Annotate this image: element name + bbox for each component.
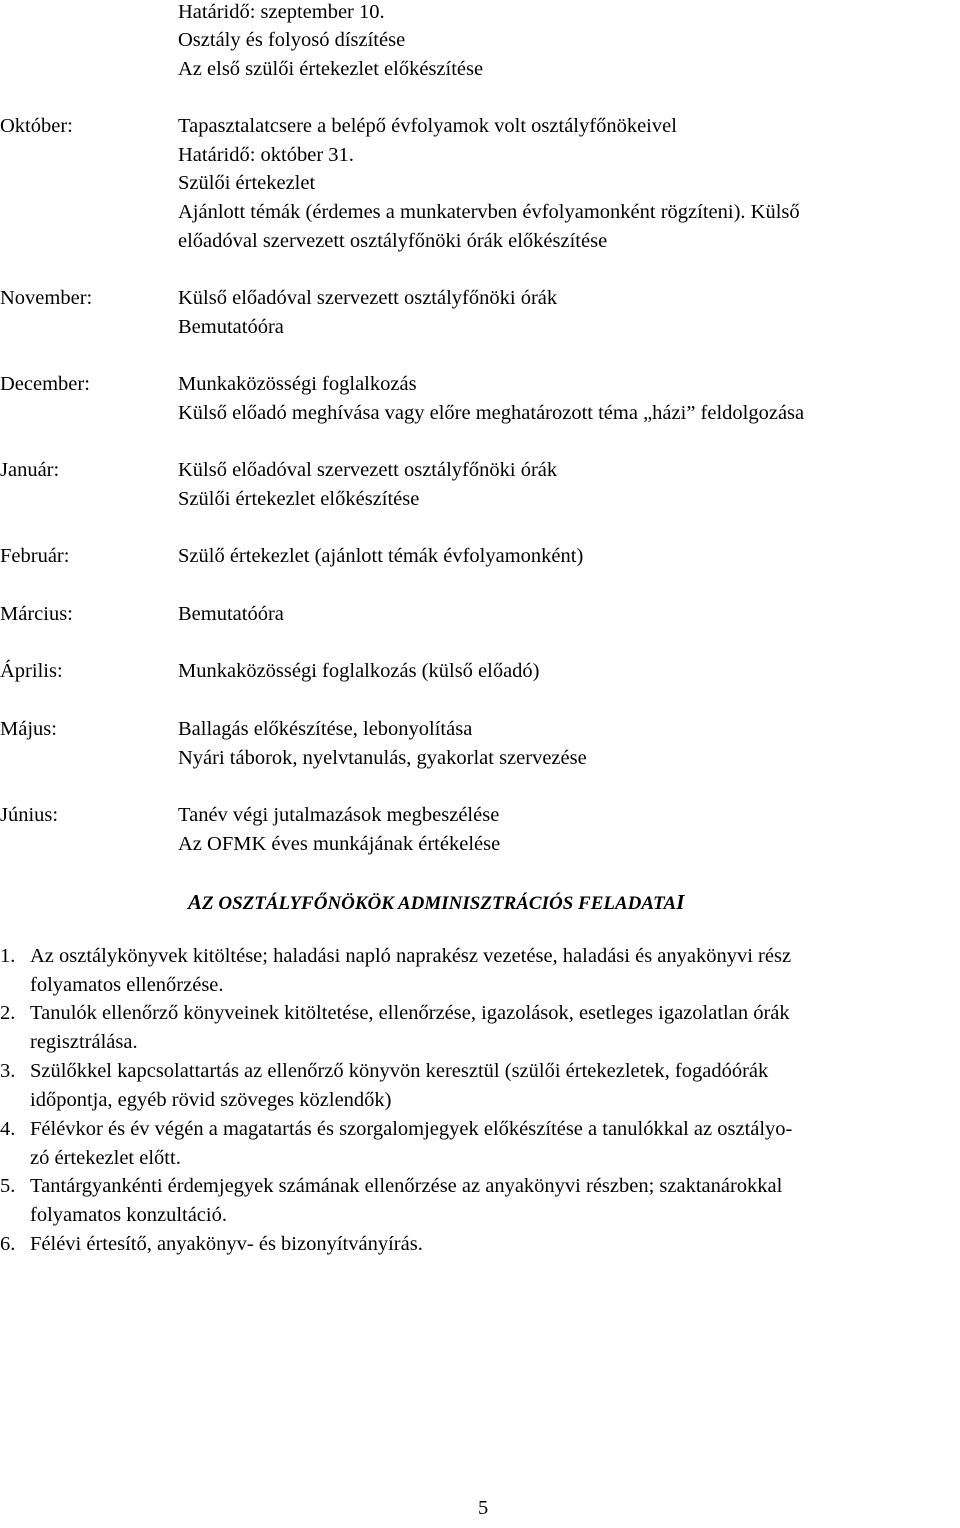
list-item-number: 3. (0, 1060, 16, 1082)
list-item-continuation: időpontja, egyéb rövid szöveges közlendők) (30, 1089, 392, 1111)
list-item: Szülőkkel kapcsolattartás az ellenőrző könyvön keresztül (szülői értekezletek, fogadóórák (30, 1060, 769, 1082)
list-item: Az osztálykönyvek kitöltése; haladási napló naprakész vezetése, haladási és anyakönyvi rész (30, 945, 792, 967)
month-label-februar: Február: (0, 545, 70, 567)
schedule-item: Bemutatóóra (178, 603, 284, 625)
list-item-continuation: folyamatos konzultáció. (30, 1204, 227, 1226)
month-label-november: November: (0, 287, 93, 309)
list-item: Félévkor és év végén a magatartás és szorgalomjegyek előkészítése a tanulókkal az osztályo- (30, 1118, 793, 1140)
schedule-item: Határidő: október 31. (178, 144, 354, 166)
list-item-number: 4. (0, 1118, 16, 1140)
list-item-continuation: regisztrálása. (30, 1031, 138, 1053)
month-label-junius: Június: (0, 804, 59, 826)
heading-final: I (676, 890, 685, 914)
schedule-item: Szülő értekezlet (ajánlott témák évfolyamonként) (178, 545, 584, 567)
schedule-item: Külső előadóval szervezett osztályfőnöki órák (178, 287, 558, 309)
list-item-number: 6. (0, 1233, 16, 1255)
page-number: 5 (478, 1497, 489, 1519)
list-item-continuation: zó értekezlet előtt. (30, 1147, 181, 1169)
month-label-december: December: (0, 373, 90, 395)
schedule-item: Szülői értekezlet előkészítése (178, 488, 420, 510)
list-item-continuation: folyamatos ellenőrzése. (30, 974, 224, 996)
month-label-aprilis: Április: (0, 660, 63, 682)
schedule-item: Osztály és folyosó díszítése (178, 29, 406, 51)
list-item: Tantárgyankénti érdemjegyek számának ellenőrzése az anyakönyvi részben; szaktanárokkal (30, 1175, 783, 1197)
deadline-september: Határidő: szeptember 10. (178, 1, 385, 23)
schedule-item: Ballagás előkészítése, lebonyolítása (178, 718, 473, 740)
list-item: Félévi értesítő, anyakönyv- és bizonyítványírás. (30, 1233, 423, 1255)
heading-initial: A (188, 890, 203, 914)
month-label-marcius: Március: (0, 603, 73, 625)
schedule-item: Az első szülői értekezlet előkészítése (178, 58, 484, 80)
list-item-number: 2. (0, 1002, 16, 1024)
schedule-item: Ajánlott témák (érdemes a munkatervben évfolyamonként rögzíteni). Külső (178, 201, 800, 223)
month-label-majus: Május: (0, 718, 57, 740)
month-label-januar: Január: (0, 459, 60, 481)
list-item-number: 1. (0, 945, 16, 967)
schedule-item: Tanév végi jutalmazások megbeszélése (178, 804, 500, 826)
schedule-item: Tapasztalatcsere a belépő évfolyamok volt osztályfőnökeivel (178, 115, 677, 137)
heading-text: Z OSZTÁLYFŐNÖKÖK ADMINISZTRÁCIÓS FELADATA (202, 893, 677, 914)
month-label-oktober: Október: (0, 115, 73, 137)
schedule-item: Szülői értekezlet (178, 172, 316, 194)
schedule-item: Nyári táborok, nyelvtanulás, gyakorlat szervezése (178, 747, 587, 769)
admin-section-heading (188, 890, 684, 916)
schedule-item: Munkaközösségi foglalkozás (külső előadó) (178, 660, 540, 682)
schedule-item: Az OFMK éves munkájának értékelése (178, 833, 501, 855)
schedule-item: Bemutatóóra (178, 316, 284, 338)
list-item-number: 5. (0, 1175, 16, 1197)
list-item: Tanulók ellenőrző könyveinek kitöltetése, ellenőrzése, igazolások, esetleges igazolatlan órák (30, 1002, 790, 1024)
schedule-item: Munkaközösségi foglalkozás (178, 373, 417, 395)
schedule-item: Külső előadóval szervezett osztályfőnöki órák (178, 459, 558, 481)
schedule-item: előadóval szervezett osztályfőnöki órák előkészítése (178, 230, 608, 252)
schedule-item: Külső előadó meghívása vagy előre meghatározott téma „házi” feldolgozása (178, 402, 805, 424)
